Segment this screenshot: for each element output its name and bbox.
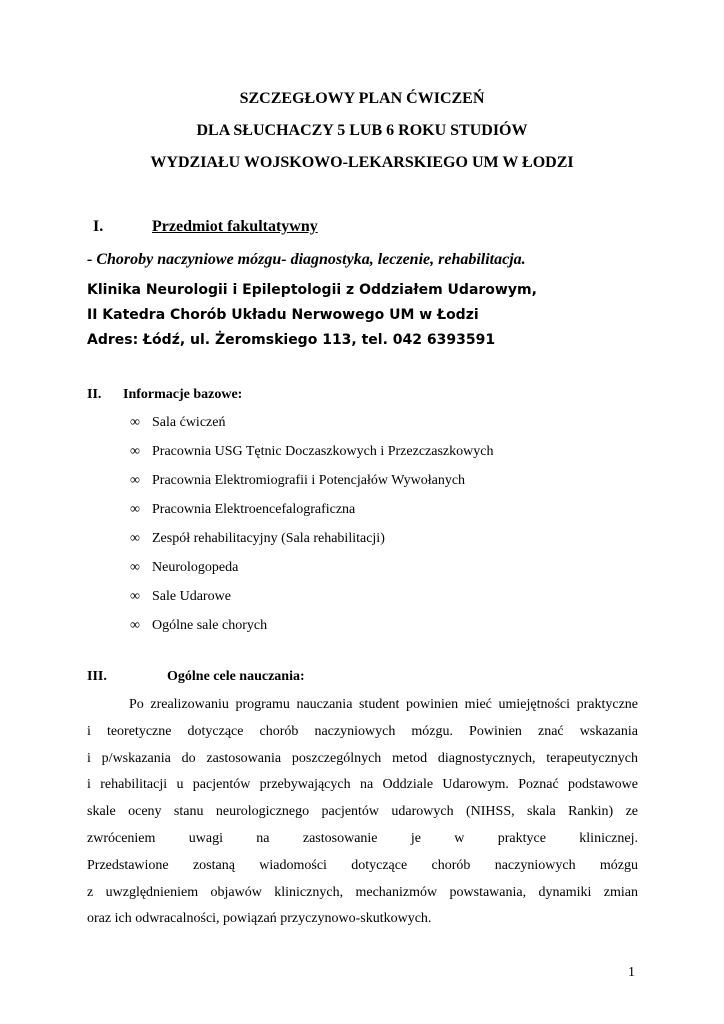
- list-item: [130, 587, 493, 616]
- teaching-goals-paragraph: [87, 692, 638, 933]
- infinity-bullet-icon: ∞: [130, 589, 140, 604]
- infinity-bullet-icon: ∞: [130, 502, 140, 517]
- list-item-text: Ogólne sale chorych: [152, 618, 268, 633]
- paragraph-line: i p/wskazania do zastosowania poszczególnych metod diagnostycznych, terapeutycznych: [87, 750, 638, 766]
- list-item-text: Neurologopeda: [152, 560, 239, 575]
- paragraph-line: i teoretyczne dotyczące chorób naczyniowych mózgu. Powinien znać wskazania: [87, 723, 638, 739]
- infinity-bullet-icon: ∞: [130, 444, 140, 459]
- paragraph-line: zwróceniem uwagi na zastosowanie je w praktyce klinicznej.: [87, 830, 638, 846]
- paragraph-line: z uwzględnieniem objawów klinicznych, mechanizmów powstawania, dynamiki zmian: [87, 884, 638, 900]
- paragraph-line: Przedstawione zostaną wiadomości dotyczące chorób naczyniowych mózgu: [87, 857, 638, 873]
- list-item-text: Sala ćwiczeń: [152, 415, 226, 430]
- list-item-text: Pracownia Elektromiografii i Potencjałów Wywołanych: [152, 473, 466, 488]
- list-item: [130, 500, 493, 529]
- section-1-subject: - Choroby naczyniowe mózgu- diagnostyka, leczenie, rehabilitacja.: [87, 251, 526, 268]
- infinity-bullet-icon: ∞: [130, 473, 140, 488]
- section-3-title: Ogólne cele nauczania:: [167, 669, 305, 684]
- document-title-line-1: SZCZEGŁOWY PLAN ĆWICZEŃ: [239, 90, 485, 107]
- document-title-line-3: WYDZIAŁU WOJSKOWO-LEKARSKIEGO UM W ŁODZI: [150, 154, 574, 171]
- section-1-number: I.: [93, 218, 104, 235]
- section-3-number: III.: [87, 669, 107, 684]
- paragraph-line: oraz ich odwracalności, powiązań przyczynowo-skutkowych.: [87, 911, 432, 927]
- list-item: [130, 616, 493, 645]
- section-2-number: II.: [87, 387, 102, 402]
- page-number: 1: [628, 965, 635, 980]
- clinic-address: Adres: Łódź, ul. Żeromskiego 113, tel. 042 6393591: [87, 332, 496, 348]
- list-item-text: Pracownia Elektroencefalograficzna: [152, 502, 356, 517]
- paragraph-line: skale oceny stanu neurologicznego pacjentów udarowych (NIHSS, skala Rankin) ze: [87, 804, 638, 820]
- infinity-bullet-icon: ∞: [130, 560, 140, 575]
- list-item: [130, 558, 493, 587]
- list-item-text: Sale Udarowe: [152, 589, 231, 604]
- paragraph-line: i rehabilitacji u pacjentów przebywających na Oddziale Udarowym. Poznać podstawowe: [87, 777, 638, 793]
- paragraph-line: Po zrealizowaniu programu nauczania student powinien mieć umiejętności praktyczne: [129, 697, 638, 712]
- list-item: [130, 442, 493, 471]
- facilities-list: [130, 413, 493, 645]
- list-item-text: Pracownia USG Tętnic Doczaszkowych i Przezczaszkowych: [152, 444, 494, 459]
- clinic-name-line-2: II Katedra Chorób Układu Nerwowego UM w Łodzi: [87, 307, 479, 323]
- list-item: [130, 413, 493, 442]
- infinity-bullet-icon: ∞: [130, 415, 140, 430]
- section-1-title: Przedmiot fakultatywny: [152, 218, 318, 235]
- list-item: [130, 529, 493, 558]
- section-2-title: Informacje bazowe:: [123, 387, 243, 402]
- clinic-name-line-1: Klinika Neurologii i Epileptologii z Oddziałem Udarowym,: [87, 282, 537, 298]
- list-item-text: Zespół rehabilitacyjny (Sala rehabilitacji): [152, 531, 385, 546]
- infinity-bullet-icon: ∞: [130, 618, 140, 633]
- infinity-bullet-icon: ∞: [130, 531, 140, 546]
- document-title-line-2: DLA SŁUCHACZY 5 LUB 6 ROKU STUDIÓW: [196, 122, 528, 139]
- list-item: [130, 471, 493, 500]
